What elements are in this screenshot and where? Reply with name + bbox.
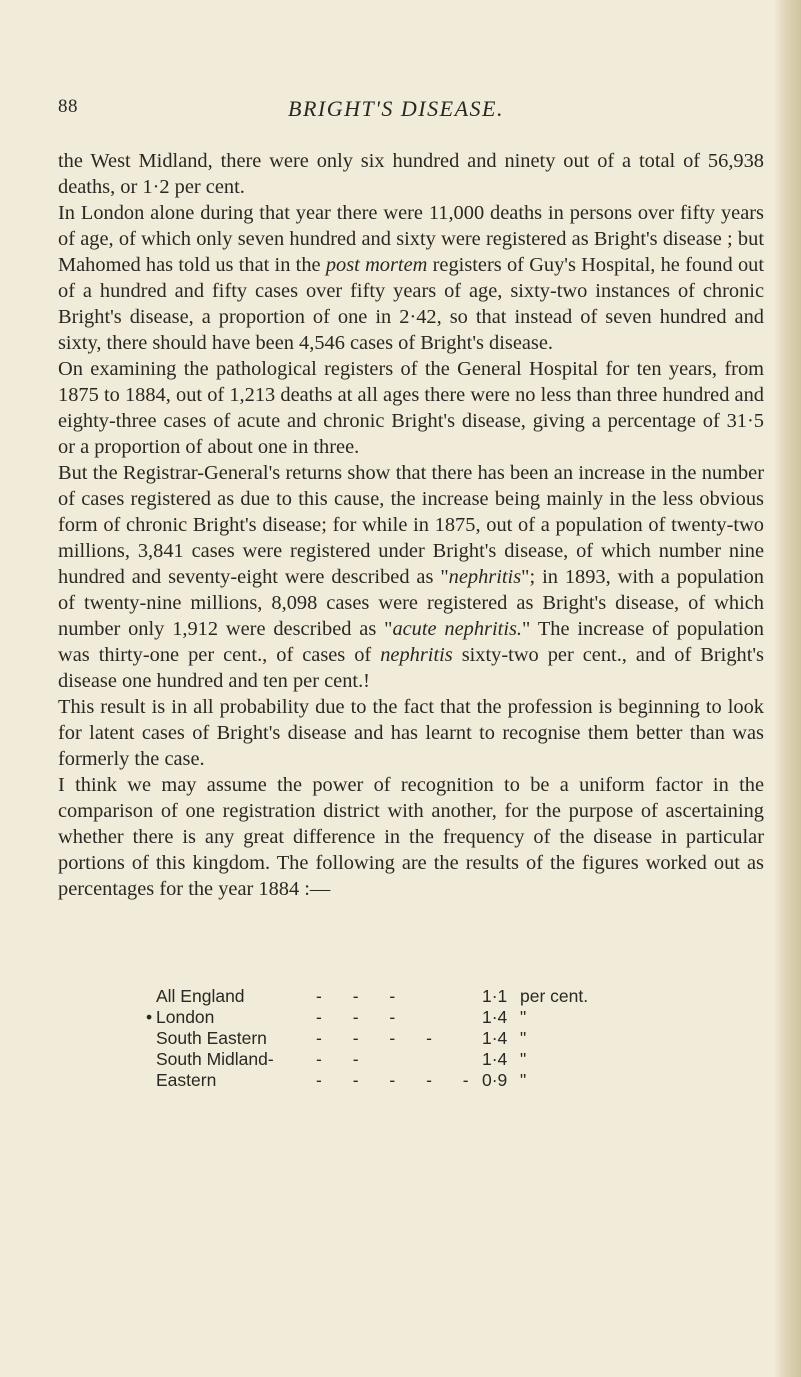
text-run: sixty-two per cent., and of Bright's disease one hundred and ten per cent.! (58, 644, 764, 692)
text-run: registers of Guy's Hospital, he found out of a hundred and fifty cases over fifty years of age, sixty-two instances of chronic Bright's disease, a proportion of one in 2·42, so that instead of seven hundred and sixty, there should have been 4,546 cases of Bright's disease. (58, 254, 764, 354)
bullet-mark: • (146, 1007, 153, 1027)
leader-dashes: - - (316, 1049, 372, 1069)
text-run: This result is in all probability due to the fact that the profession is beginning to look for latent cases of Bright's disease and has learnt to recognise them better than was formerly the case. (58, 696, 764, 770)
unit-label: " (520, 1028, 527, 1048)
leader-dashes: - - - - (316, 1028, 445, 1048)
leader-dashes: - - - - - (316, 1070, 482, 1090)
page-header (58, 96, 738, 126)
region-label: All England (156, 986, 245, 1006)
italic-run: nephritis (448, 566, 522, 588)
percentage-value: 1·1 (482, 986, 508, 1006)
text-run: "; in 1893, with a population of twenty-nine millions, 8,098 cases were registered as Bright's disease, of which number only 1,912 were described as " (58, 566, 764, 640)
paragraph (58, 772, 764, 902)
region-label: London (156, 1007, 215, 1027)
text-run: I think we may assume the power of recognition to be a uniform factor in the comparison of one registration district with another, for the purpose of ascertaining whether there is any great difference in the frequency of the disease in particular portions of this kingdom. The following are the results of the figures worked out as percentages for the year 1884 :— (58, 774, 764, 900)
text-run: But the Registrar-General's returns show that there has been an increase in the number of cases registered as due to this cause, the increase being mainly in the less obvious form of chronic Bright's disease; for while in 1875, out of a population of twenty-two millions, 3,841 cases were registered under Bright's disease, of which number nine hundred and seventy-eight were described as " (58, 462, 764, 588)
text-run: the West Midland, there were only six hundred and ninety out of a total of 56,938 deaths, or 1·2 per cent. (58, 150, 764, 198)
table-row (156, 986, 676, 1007)
italic-run: acute nephritis. (392, 618, 523, 640)
percentage-value: 1·4 (482, 1007, 508, 1027)
paragraph (58, 356, 764, 460)
percentage-value: 1·4 (482, 1049, 508, 1069)
body-text (58, 148, 764, 902)
paragraph (58, 148, 764, 200)
paragraph (58, 460, 764, 694)
paragraph (58, 200, 764, 356)
table-row (156, 1070, 676, 1091)
text-run: In London alone during that year there were 11,000 deaths in persons over fifty years of age, of which only seven hundred and sixty were registered as Bright's disease ; but Mahomed has told us that in the (58, 202, 764, 276)
unit-label: " (520, 1049, 527, 1069)
region-label: South Eastern (156, 1028, 267, 1048)
unit-label: per cent. (520, 986, 589, 1006)
running-head: BRIGHT'S DISEASE. (288, 96, 504, 121)
table-row (156, 1028, 676, 1049)
page-number: 88 (58, 96, 78, 117)
text-run: On examining the pathological registers of the General Hospital for ten years, from 1875 to 1884, out of 1,213 deaths at all ages there were no less than three hundred and eighty-three cases of acute and chronic Bright's disease, giving a percentage of 31·5 or a proportion of about one in three. (58, 358, 764, 458)
italic-run: post mortem (325, 254, 428, 276)
unit-label: " (520, 1007, 527, 1027)
percentage-value: 1·4 (482, 1028, 508, 1048)
text-run: " The increase of population was thirty-one per cent., of cases of (58, 618, 764, 666)
paragraph (58, 694, 764, 772)
table-row (156, 1049, 676, 1070)
leader-dashes: - - - (316, 1007, 409, 1027)
percentage-value: 0·9 (482, 1070, 508, 1090)
leader-dashes: - - - (316, 986, 409, 1006)
unit-label: " (520, 1070, 527, 1090)
page-edge-shadow (775, 0, 801, 1377)
region-label: South Midland- (156, 1049, 274, 1069)
table-row (146, 1007, 676, 1028)
italic-run: nephritis (380, 644, 453, 666)
percentage-table (146, 986, 676, 1091)
region-label: Eastern (156, 1070, 217, 1090)
